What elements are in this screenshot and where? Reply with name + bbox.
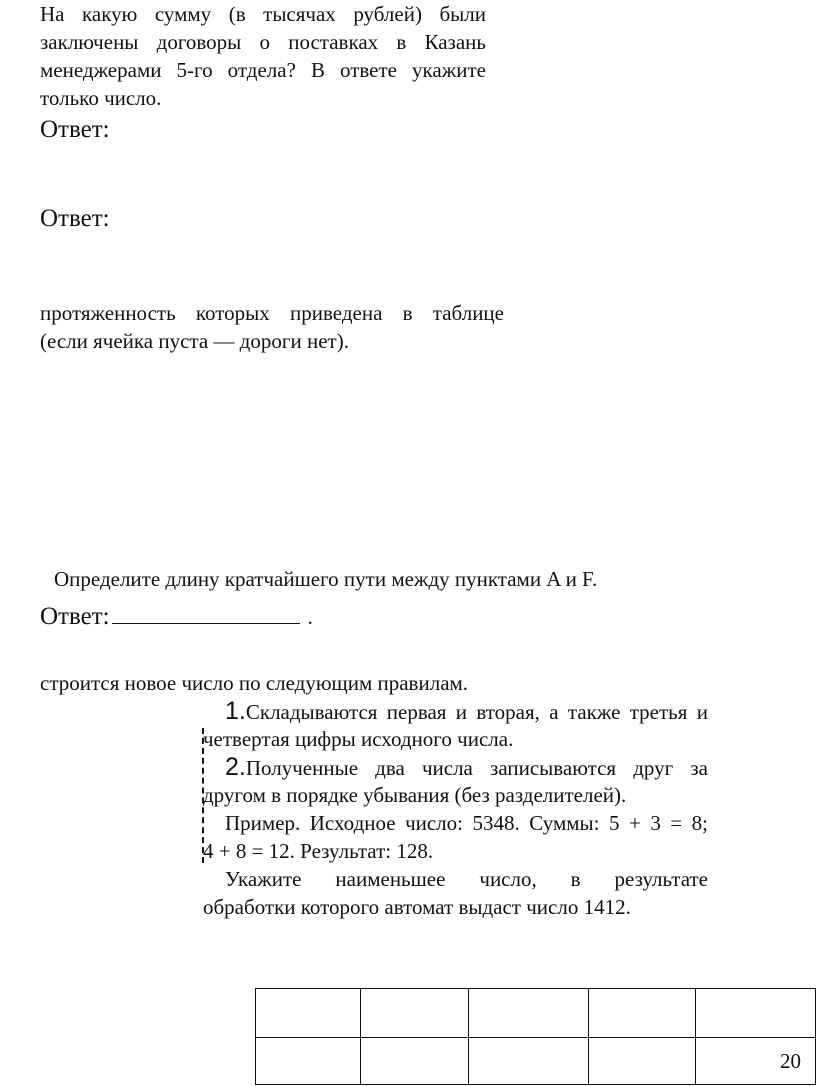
table-cell [256,1038,361,1085]
task-text-1: Укажите наименьшее число, в результате [225,867,708,891]
rule-1-line-1 [203,697,708,725]
table-cell [588,1038,695,1085]
answer-period: . [307,605,313,629]
question-4-intro: строится новое число по следующим правилам. [40,671,469,695]
example-line-2: 4 + 8 = 12. Результат: 128. [203,839,434,863]
rule-1-text-1: Складываются первая и вторая, а также третья и [245,700,708,724]
task-line-2: обработки которого автомат выдаст число 1412. [203,895,631,919]
table-cell [361,1038,469,1085]
example-line-1 [203,809,708,837]
question-2-text [40,299,504,355]
table-cell [468,1038,588,1085]
question-2-line-2: (если ячейка пуста — дороги нет). [40,329,349,353]
question-1-line-2: заключены договоры о поставках в Казань [40,30,486,54]
question-1-line-3: менеджерами 5-го отдела? В ответе укажите [40,58,486,82]
question-2-line-1: протяженность которых приведена в таблице [40,301,504,325]
table-row [256,1038,816,1085]
rule-2-line-2: другом в порядке убывания (без разделителей). [203,783,627,807]
question-1-line-4: только число. [40,86,162,110]
rule-2-line-1 [203,753,708,781]
table-cell [468,989,588,1038]
bottom-table [255,988,816,1085]
table-cell [361,989,469,1038]
answer-blank-line [112,601,300,624]
example-text-1: Пример. Исходное число: 5348. Суммы: 5 + 3 = 8; [225,811,708,835]
rule-2-number: 2. [225,753,246,781]
question-3-text: Определите длину кратчайшего пути между пунктами A и F. [54,567,598,591]
page-number: 20 [695,1038,815,1085]
answer-label-1: Ответ: [40,116,110,143]
answer-row-3 [40,601,313,632]
answer-label-3: Ответ: [40,603,110,630]
answer-label-2: Ответ: [40,205,110,232]
rules-block [203,697,708,921]
question-1-text [40,0,486,112]
table-row [256,989,816,1038]
task-line-1 [203,865,708,893]
rule-1-line-2: четвертая цифры исходного числа. [203,727,514,751]
rule-2-text-1: Полученные два числа записываются друг за [245,756,708,780]
table-cell [588,989,695,1038]
table-cell [695,989,815,1038]
table-cell [256,989,361,1038]
rule-1-number: 1. [225,697,246,725]
question-1-line-1: На какую сумму (в тысячах рублей) были [40,2,486,26]
